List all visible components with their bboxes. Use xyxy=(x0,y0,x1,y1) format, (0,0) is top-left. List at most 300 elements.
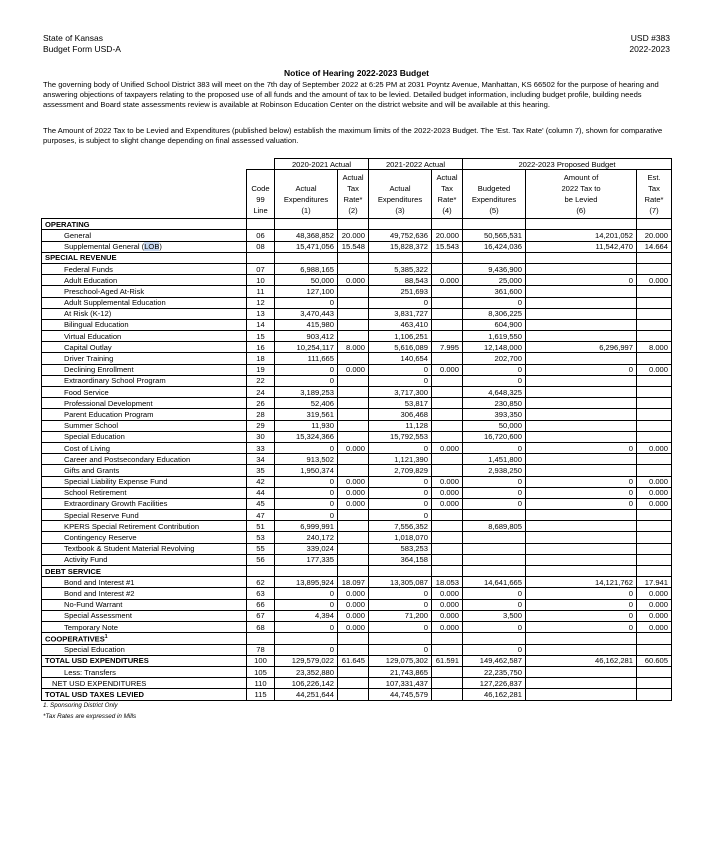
row-label-text: Extraordinary Growth Facilities xyxy=(64,499,168,509)
value-cell: 15,828,372 xyxy=(369,241,432,252)
value-cell: 44,251,644 xyxy=(275,689,338,700)
value-cell xyxy=(338,297,369,308)
table-row xyxy=(42,667,672,678)
table-row xyxy=(42,286,672,297)
table-row xyxy=(42,588,672,599)
value-cell xyxy=(526,566,637,577)
value-cell: 0 xyxy=(275,510,338,521)
code-cell: 12 xyxy=(247,297,275,308)
value-cell xyxy=(338,521,369,532)
value-cell: 46,162,281 xyxy=(526,655,637,666)
value-cell: 1,950,374 xyxy=(275,465,338,476)
row-label xyxy=(42,678,247,689)
value-cell: 11,128 xyxy=(369,420,432,431)
value-cell: 11,930 xyxy=(275,420,338,431)
row-label-text: Bilingual Education xyxy=(64,320,129,330)
value-cell xyxy=(526,633,637,645)
value-cell: 0.000 xyxy=(432,476,463,487)
value-cell: 0.000 xyxy=(338,498,369,509)
value-cell: 18.053 xyxy=(432,577,463,588)
row-label xyxy=(42,275,247,286)
row-label-text: No-Fund Warrant xyxy=(64,600,123,610)
value-cell xyxy=(637,532,672,543)
row-label xyxy=(42,263,247,274)
value-cell: 3,500 xyxy=(463,610,526,621)
value-cell xyxy=(432,219,463,230)
value-cell xyxy=(338,689,369,700)
value-cell: 0 xyxy=(275,498,338,509)
value-cell: 0.000 xyxy=(637,442,672,453)
value-cell xyxy=(526,510,637,521)
value-cell xyxy=(338,633,369,645)
row-label-text: Contingency Reserve xyxy=(64,533,137,543)
value-cell xyxy=(432,409,463,420)
table-row xyxy=(42,633,672,645)
value-cell: 6,988,165 xyxy=(275,263,338,274)
value-cell xyxy=(338,510,369,521)
row-label xyxy=(42,241,247,252)
value-cell: 0 xyxy=(369,644,432,655)
budget-table-body xyxy=(42,219,672,700)
value-cell xyxy=(338,543,369,554)
table-row xyxy=(42,554,672,565)
value-cell: 361,600 xyxy=(463,286,526,297)
row-label-text: Career and Postsecondary Education xyxy=(64,454,191,464)
value-cell xyxy=(637,644,672,655)
value-cell xyxy=(637,543,672,554)
table-row xyxy=(42,678,672,689)
code-cell: 35 xyxy=(247,465,275,476)
value-cell xyxy=(637,263,672,274)
value-cell xyxy=(526,409,637,420)
row-label-text: TOTAL USD TAXES LEVIED xyxy=(45,690,145,699)
row-label-text: Special Education xyxy=(64,645,125,655)
value-cell: 61.591 xyxy=(432,655,463,666)
table-row xyxy=(42,275,672,286)
value-cell xyxy=(637,420,672,431)
value-cell: 0 xyxy=(275,297,338,308)
value-cell: 4,394 xyxy=(275,610,338,621)
value-cell xyxy=(432,689,463,700)
value-cell xyxy=(637,678,672,689)
value-cell: 0.000 xyxy=(338,275,369,286)
value-cell: 3,717,300 xyxy=(369,387,432,398)
value-cell xyxy=(637,252,672,263)
value-cell: 4,648,325 xyxy=(463,387,526,398)
value-cell xyxy=(432,431,463,442)
value-cell xyxy=(432,678,463,689)
value-cell: 7,556,352 xyxy=(369,521,432,532)
value-cell: 18.097 xyxy=(338,577,369,588)
code-cell: 45 xyxy=(247,498,275,509)
value-cell: 53,817 xyxy=(369,398,432,409)
value-cell xyxy=(637,319,672,330)
row-label-text: Gifts and Grants xyxy=(64,465,120,475)
value-cell: 71,200 xyxy=(369,610,432,621)
table-row xyxy=(42,252,672,263)
value-cell: 61.645 xyxy=(338,655,369,666)
table-row xyxy=(42,476,672,487)
value-cell: 415,980 xyxy=(275,319,338,330)
value-cell: 50,565,531 xyxy=(463,230,526,241)
row-label xyxy=(42,230,247,241)
row-label-text: Cost of Living xyxy=(64,443,111,453)
value-cell xyxy=(637,398,672,409)
value-cell xyxy=(338,554,369,565)
column-header-blank xyxy=(42,170,247,219)
table-row xyxy=(42,297,672,308)
value-cell: 0 xyxy=(275,644,338,655)
value-cell: 0 xyxy=(275,621,338,632)
column-header-0: Code 99 Line xyxy=(247,170,275,219)
row-label xyxy=(42,521,247,532)
value-cell: 0 xyxy=(369,621,432,632)
value-cell xyxy=(432,521,463,532)
value-cell: 13,895,924 xyxy=(275,577,338,588)
value-cell: 0.000 xyxy=(338,476,369,487)
table-row xyxy=(42,655,672,666)
value-cell xyxy=(526,678,637,689)
value-cell xyxy=(432,644,463,655)
value-cell: 9,436,900 xyxy=(463,263,526,274)
row-label-text: TOTAL USD EXPENDITURES xyxy=(45,656,149,666)
table-row xyxy=(42,387,672,398)
value-cell: 1,451,800 xyxy=(463,454,526,465)
code-cell: 10 xyxy=(247,275,275,286)
code-cell: 11 xyxy=(247,286,275,297)
value-cell xyxy=(526,353,637,364)
value-cell: 0.000 xyxy=(338,610,369,621)
value-cell: 0 xyxy=(526,487,637,498)
value-cell: 12,148,000 xyxy=(463,342,526,353)
value-cell xyxy=(432,554,463,565)
value-cell: 8.000 xyxy=(338,342,369,353)
value-cell: 20.000 xyxy=(338,230,369,241)
row-label-end: ) xyxy=(159,242,162,252)
value-cell xyxy=(432,252,463,263)
value-cell xyxy=(637,633,672,645)
value-cell xyxy=(338,465,369,476)
value-cell xyxy=(463,633,526,645)
value-cell: 0 xyxy=(526,610,637,621)
row-label xyxy=(42,599,247,610)
value-cell: 129,579,022 xyxy=(275,655,338,666)
value-cell: 0 xyxy=(463,297,526,308)
value-cell: 2,938,250 xyxy=(463,465,526,476)
code-cell: 33 xyxy=(247,442,275,453)
row-label-text: Declining Enrollment xyxy=(64,365,134,375)
table-row xyxy=(42,230,672,241)
value-cell xyxy=(432,297,463,308)
table-row xyxy=(42,398,672,409)
value-cell xyxy=(637,331,672,342)
row-label xyxy=(42,431,247,442)
group-header-2021: 2021-2022 Actual xyxy=(369,159,463,170)
section-label: OPERATING xyxy=(45,219,90,229)
row-label-text: Less: Transfers xyxy=(64,667,116,677)
value-cell: 14.664 xyxy=(637,241,672,252)
value-cell: 0.000 xyxy=(338,487,369,498)
row-label xyxy=(42,543,247,554)
row-label-text: Federal Funds xyxy=(64,264,113,274)
value-cell: 604,900 xyxy=(463,319,526,330)
row-label xyxy=(42,442,247,453)
value-cell xyxy=(637,297,672,308)
row-label-text: KPERS Special Retirement Contribution xyxy=(64,521,200,531)
value-cell: 8.000 xyxy=(637,342,672,353)
value-cell: 111,665 xyxy=(275,353,338,364)
row-label xyxy=(42,566,247,577)
section-label: COOPERATIVES xyxy=(45,634,105,644)
value-cell xyxy=(338,409,369,420)
value-cell xyxy=(526,454,637,465)
value-cell: 21,743,865 xyxy=(369,667,432,678)
code-cell: 115 xyxy=(247,689,275,700)
value-cell: 14,201,052 xyxy=(526,230,637,241)
row-label xyxy=(42,532,247,543)
value-cell xyxy=(369,252,432,263)
value-cell: 463,410 xyxy=(369,319,432,330)
value-cell: 0 xyxy=(369,510,432,521)
value-cell: 0 xyxy=(369,364,432,375)
row-label xyxy=(42,487,247,498)
table-row xyxy=(42,219,672,230)
value-cell: 0 xyxy=(369,588,432,599)
table-row xyxy=(42,510,672,521)
code-cell: 55 xyxy=(247,543,275,554)
row-label xyxy=(42,454,247,465)
value-cell xyxy=(526,521,637,532)
code-cell: 18 xyxy=(247,353,275,364)
column-header-6: Amount of 2022 Tax to be Levied (6) xyxy=(526,170,637,219)
row-label-text: General xyxy=(64,230,92,240)
value-cell: 0.000 xyxy=(637,599,672,610)
footnote-marker: 1 xyxy=(104,634,108,641)
table-row xyxy=(42,431,672,442)
value-cell: 0 xyxy=(463,621,526,632)
row-label xyxy=(42,644,247,655)
value-cell: 2,709,829 xyxy=(369,465,432,476)
row-label xyxy=(42,387,247,398)
value-cell: 0 xyxy=(275,487,338,498)
code-cell: 34 xyxy=(247,454,275,465)
value-cell: 0.000 xyxy=(637,364,672,375)
code-cell: 15 xyxy=(247,331,275,342)
value-cell xyxy=(526,252,637,263)
table-row xyxy=(42,644,672,655)
value-cell xyxy=(369,566,432,577)
row-label xyxy=(42,286,247,297)
value-cell: 6,296,997 xyxy=(526,342,637,353)
value-cell: 0 xyxy=(526,364,637,375)
value-cell: 15.548 xyxy=(338,241,369,252)
value-cell xyxy=(526,219,637,230)
table-row xyxy=(42,487,672,498)
footnote-tax-rates: *Tax Rates are expressed in Mills xyxy=(43,713,137,720)
value-cell xyxy=(526,398,637,409)
value-cell: 0 xyxy=(463,588,526,599)
value-cell: 8,306,225 xyxy=(463,308,526,319)
value-cell: 0 xyxy=(526,498,637,509)
value-cell xyxy=(338,308,369,319)
code-cell: 07 xyxy=(247,263,275,274)
value-cell: 60.605 xyxy=(637,655,672,666)
value-cell xyxy=(637,308,672,319)
value-cell xyxy=(338,319,369,330)
value-cell xyxy=(463,532,526,543)
value-cell: 0.000 xyxy=(432,275,463,286)
code-cell xyxy=(247,252,275,263)
form-label: Budget Form USD-A xyxy=(43,44,121,54)
value-cell xyxy=(338,398,369,409)
value-cell: 0.000 xyxy=(338,621,369,632)
value-cell: 306,468 xyxy=(369,409,432,420)
value-cell xyxy=(369,219,432,230)
value-cell: 913,502 xyxy=(275,454,338,465)
value-cell xyxy=(432,510,463,521)
value-cell: 339,024 xyxy=(275,543,338,554)
value-cell: 583,253 xyxy=(369,543,432,554)
row-label xyxy=(42,476,247,487)
value-cell: 0 xyxy=(463,498,526,509)
row-label xyxy=(42,498,247,509)
value-cell: 0.000 xyxy=(637,476,672,487)
value-cell: 1,018,070 xyxy=(369,532,432,543)
value-cell xyxy=(463,554,526,565)
value-cell: 15,471,056 xyxy=(275,241,338,252)
code-cell: 66 xyxy=(247,599,275,610)
row-label xyxy=(42,375,247,386)
row-label xyxy=(42,420,247,431)
value-cell xyxy=(637,454,672,465)
value-cell: 230,850 xyxy=(463,398,526,409)
code-cell: 47 xyxy=(247,510,275,521)
value-cell xyxy=(637,387,672,398)
value-cell xyxy=(432,398,463,409)
value-cell: 0 xyxy=(275,476,338,487)
code-cell: 105 xyxy=(247,667,275,678)
value-cell xyxy=(432,454,463,465)
row-label-text: Adult Supplemental Education xyxy=(64,298,166,308)
value-cell xyxy=(432,465,463,476)
value-cell xyxy=(463,510,526,521)
table-row xyxy=(42,532,672,543)
code-cell: 08 xyxy=(247,241,275,252)
row-label xyxy=(42,554,247,565)
value-cell: 0.000 xyxy=(432,599,463,610)
value-cell: 127,100 xyxy=(275,286,338,297)
value-cell: 16,424,036 xyxy=(463,241,526,252)
value-cell xyxy=(637,286,672,297)
budget-table xyxy=(41,158,672,701)
table-row xyxy=(42,331,672,342)
table-row xyxy=(42,577,672,588)
code-cell: 110 xyxy=(247,678,275,689)
value-cell: 0 xyxy=(463,487,526,498)
row-label-text: School Retirement xyxy=(64,488,127,498)
group-header-2022: 2022-2023 Proposed Budget xyxy=(463,159,672,170)
value-cell xyxy=(526,286,637,297)
value-cell: 20.000 xyxy=(637,230,672,241)
value-cell: 15,324,366 xyxy=(275,431,338,442)
row-label xyxy=(42,621,247,632)
section-label: DEBT SERVICE xyxy=(45,566,101,576)
value-cell xyxy=(637,409,672,420)
value-cell: 0 xyxy=(526,476,637,487)
value-cell: 13,305,087 xyxy=(369,577,432,588)
value-cell xyxy=(526,387,637,398)
value-cell: 0.000 xyxy=(637,275,672,286)
value-cell xyxy=(637,431,672,442)
code-cell xyxy=(247,219,275,230)
row-label-text: Special Reserve Fund xyxy=(64,510,139,520)
code-cell: 53 xyxy=(247,532,275,543)
code-cell: 24 xyxy=(247,387,275,398)
value-cell: 0.000 xyxy=(432,498,463,509)
code-cell: 28 xyxy=(247,409,275,420)
state-label: State of Kansas xyxy=(43,33,104,43)
value-cell xyxy=(338,353,369,364)
value-cell xyxy=(338,331,369,342)
value-cell xyxy=(526,554,637,565)
value-cell xyxy=(526,465,637,476)
value-cell: 25,000 xyxy=(463,275,526,286)
value-cell: 140,654 xyxy=(369,353,432,364)
value-cell: 177,335 xyxy=(275,554,338,565)
row-label xyxy=(42,297,247,308)
value-cell xyxy=(637,465,672,476)
value-cell xyxy=(432,308,463,319)
value-cell: 49,752,636 xyxy=(369,230,432,241)
table-row xyxy=(42,420,672,431)
row-label-text: Food Service xyxy=(64,387,109,397)
value-cell xyxy=(432,532,463,543)
row-label xyxy=(42,465,247,476)
value-cell: 202,700 xyxy=(463,353,526,364)
group-header-2020: 2020-2021 Actual xyxy=(275,159,369,170)
row-label xyxy=(42,342,247,353)
value-cell: 3,831,727 xyxy=(369,308,432,319)
value-cell: 3,470,443 xyxy=(275,308,338,319)
value-cell: 3,189,253 xyxy=(275,387,338,398)
row-label xyxy=(42,510,247,521)
value-cell xyxy=(432,286,463,297)
value-cell: 0.000 xyxy=(637,588,672,599)
value-cell: 48,368,852 xyxy=(275,230,338,241)
row-label-text: Special Education xyxy=(64,432,125,442)
value-cell: 319,561 xyxy=(275,409,338,420)
value-cell: 15.543 xyxy=(432,241,463,252)
notice-title: Notice of Hearing 2022-2023 Budget xyxy=(283,68,429,78)
value-cell: 393,350 xyxy=(463,409,526,420)
value-cell: 88,543 xyxy=(369,275,432,286)
value-cell: 0.000 xyxy=(637,487,672,498)
value-cell: 14,121,762 xyxy=(526,577,637,588)
row-label-text: Supplemental General ( xyxy=(64,242,145,252)
code-cell: 14 xyxy=(247,319,275,330)
value-cell: 0 xyxy=(526,442,637,453)
value-cell: 0.000 xyxy=(637,621,672,632)
value-cell xyxy=(526,532,637,543)
row-label xyxy=(42,319,247,330)
row-label-text: Adult Education xyxy=(64,275,118,285)
footnote-sponsoring: 1. Sponsoring District Only xyxy=(43,702,118,709)
value-cell xyxy=(637,510,672,521)
value-cell xyxy=(637,566,672,577)
value-cell: 0.000 xyxy=(338,442,369,453)
table-row xyxy=(42,375,672,386)
value-cell xyxy=(432,543,463,554)
